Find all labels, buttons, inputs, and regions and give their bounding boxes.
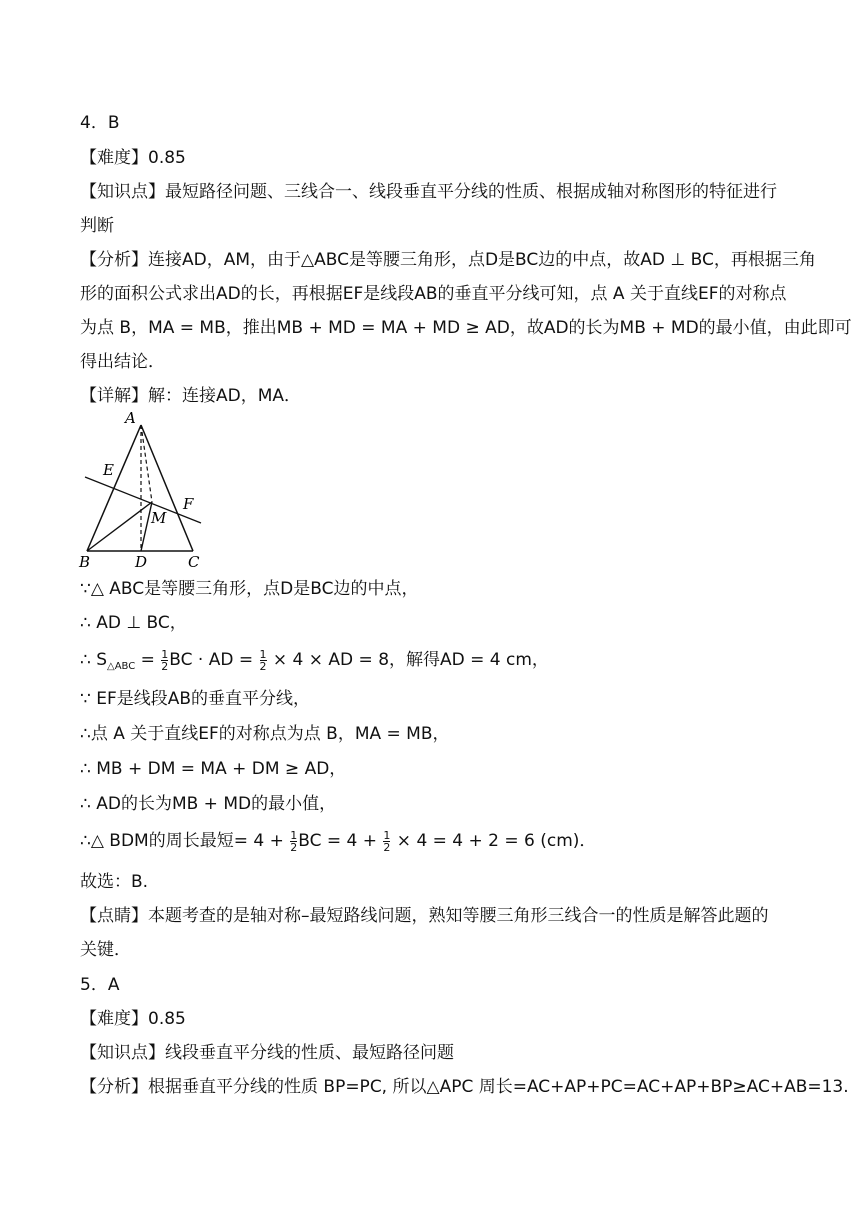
area-eq: = [135, 650, 161, 670]
step-perimeter [80, 828, 800, 854]
difficulty-4: 【难度】0.85 [80, 148, 186, 168]
fraction-denominator: 2 [290, 840, 298, 854]
area-mid: BC · AD = [169, 650, 259, 670]
label-b: B [79, 553, 91, 571]
fraction-numerator: 1 [161, 647, 169, 661]
choice-4: 故选：B. [80, 872, 149, 892]
label-c: C [188, 553, 200, 571]
fraction-numerator: 1 [290, 828, 298, 842]
comment-4-line2: 关键． [80, 940, 131, 960]
fraction-half-3 [290, 830, 297, 853]
analysis-4-line4: 得出结论． [80, 352, 165, 372]
analysis-4-line2: 形的面积公式求出AD的长，再根据EF是线段AB的垂直平分线可知，点 A 关于直线EF的对称点 [80, 284, 787, 304]
step-area [80, 647, 800, 680]
analysis-4-line1: 【分析】连接AD，AM，由于△ABC是等腰三角形，点D是BC边的中点，故AD ⊥ BC，再根据三角 [80, 250, 816, 270]
label-f: F [183, 495, 194, 513]
step-minimum: ∴ AD的长为MB + MD的最小值， [80, 794, 337, 814]
step-inequality: ∴ MB + DM = MA + DM ≥ AD， [80, 759, 347, 779]
triangle-figure [75, 405, 215, 575]
fraction-numerator: 1 [259, 647, 267, 661]
knowledge-4: 【知识点】最短路径问题、三线合一、线段垂直平分线的性质、根据成轴对称图形的特征进行 [80, 182, 777, 202]
analysis-4-line3: 为点 B，MA = MB，推出MB + MD = MA + MD ≥ AD，故AD的长为MB + MD的最小值，由此即可 [80, 318, 852, 338]
area-prefix: ∴ S [80, 650, 108, 670]
fraction-denominator: 2 [383, 840, 391, 854]
fraction-half-1 [161, 649, 168, 672]
side-ac [141, 425, 193, 551]
knowledge-4-cont: 判断 [80, 216, 114, 236]
step-perpendicular: ∴ AD ⊥ BC， [80, 613, 187, 633]
perimeter-mid: BC = 4 + [298, 831, 383, 851]
fraction-half-4 [383, 830, 390, 853]
fraction-denominator: 2 [161, 659, 169, 673]
fraction-denominator: 2 [259, 659, 267, 673]
fraction-numerator: 1 [383, 828, 391, 842]
step-isosceles: ∵△ ABC是等腰三角形，点D是BC边的中点， [80, 579, 419, 599]
comment-4-line1: 【点睛】本题考查的是轴对称–最短路线问题，熟知等腰三角形三线合一的性质是解答此题的 [80, 906, 769, 926]
label-d: D [135, 553, 148, 571]
area-end: × 4 × AD = 8，解得AD = 4 cm， [267, 650, 549, 670]
perimeter-prefix: ∴△ BDM的周长最短= 4 + [80, 831, 290, 851]
label-a: A [125, 409, 136, 427]
label-e: E [103, 461, 114, 479]
analysis-5: 【分析】根据垂直平分线的性质 BP=PC, 所以△APC 周长=AC+AP+PC=AC+AP+BP≥AC+AB=13. [80, 1077, 849, 1097]
answer-4: 4．B [80, 113, 120, 133]
label-m: M [151, 509, 167, 527]
knowledge-5: 【知识点】线段垂直平分线的性质、最短路径问题 [80, 1043, 454, 1063]
difficulty-5: 【难度】0.85 [80, 1009, 186, 1029]
solution-4-intro: 【详解】解：连接AD，MA． [80, 386, 302, 406]
step-symmetric: ∴点 A 关于直线EF的对称点为点 B，MA = MB， [80, 724, 450, 744]
step-bisector: ∵ EF是线段AB的垂直平分线， [80, 689, 311, 709]
fraction-half-2 [260, 649, 267, 672]
area-subscript: △ABC [107, 661, 136, 672]
perimeter-end: × 4 = 4 + 2 = 6 (cm)． [391, 831, 597, 851]
answer-5: 5．A [80, 975, 120, 995]
